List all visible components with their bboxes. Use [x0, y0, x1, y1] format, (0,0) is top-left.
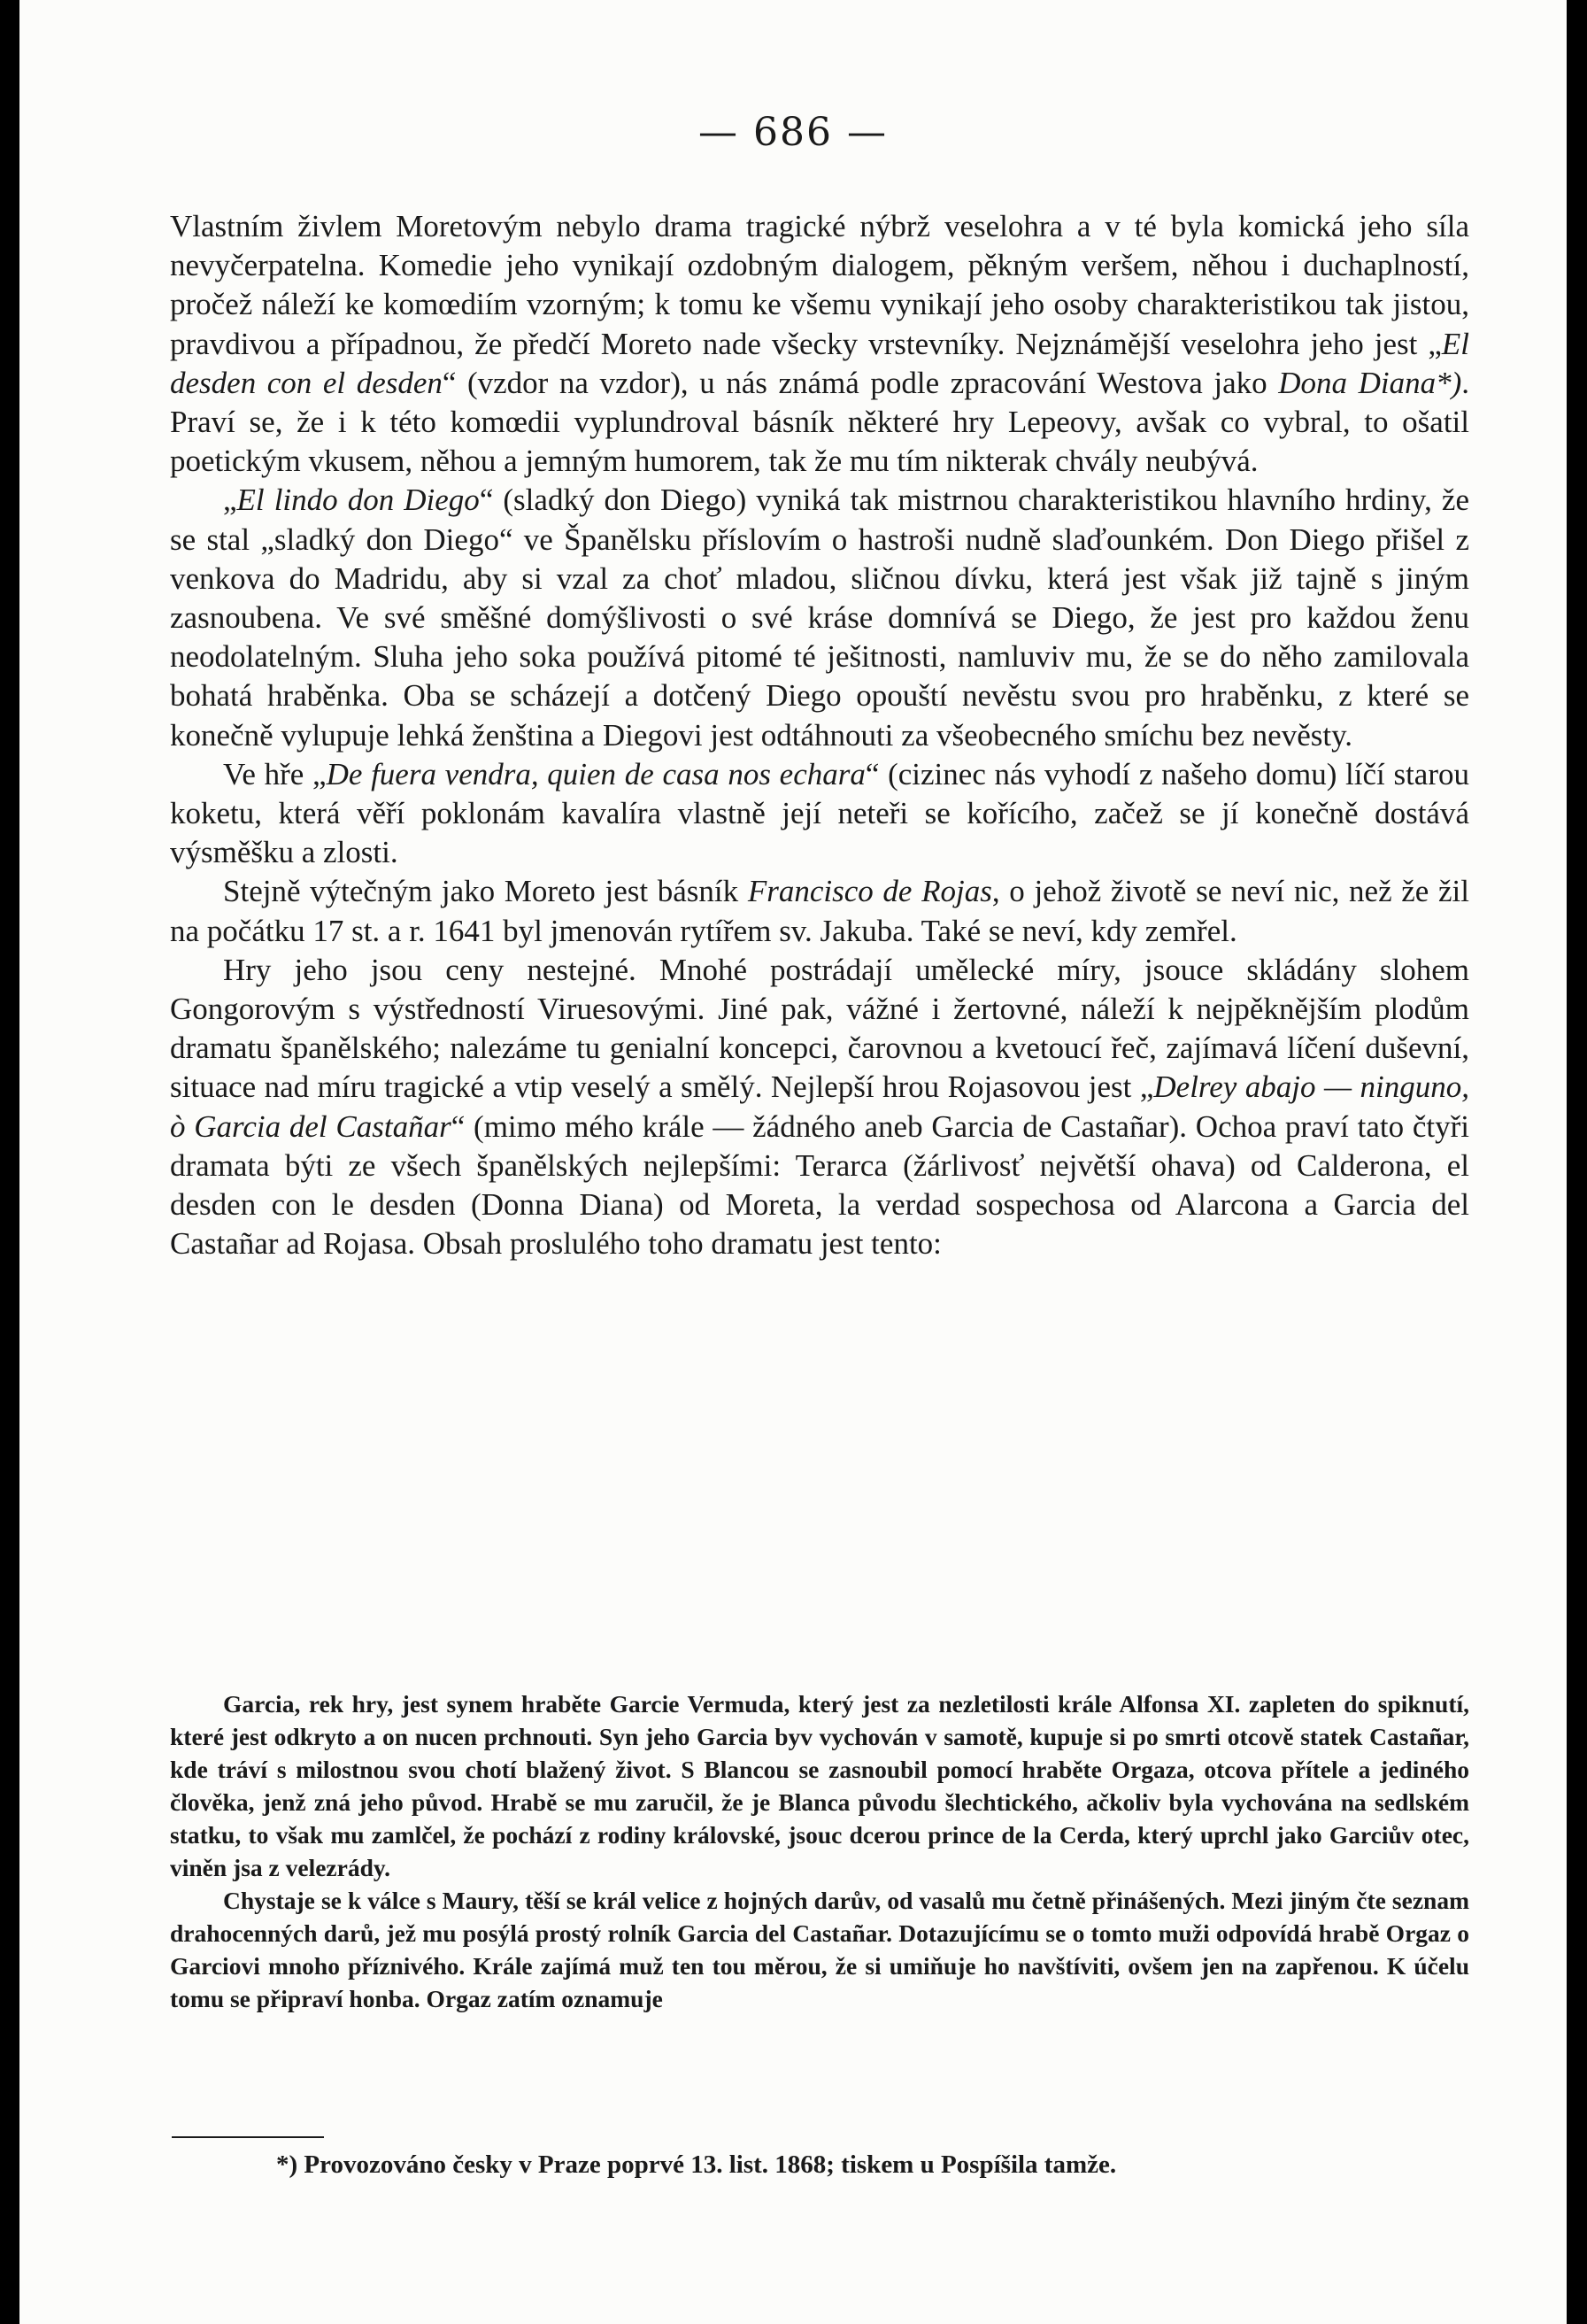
paragraph-lindo-diego	[170, 481, 1469, 754]
main-text	[170, 207, 1469, 1263]
summary-paragraph: Chystaje se k válce s Maury, těší se král velice z hojných darův, od vasalů mu četně přinášených. Mezi jiným čte seznam drahocenných darů, jež mu posýlá prostý rolník Garcia del Castañar. Dotazujícímu se o tomto muži odpovídá hrabě Orgaz o Garciovi mnoho příznivého. Krále zajímá muž ten tou měrou, že si umiňuje ho navštíviti, ovšem jen na zapřenou. K účelu tomu se připraví honba. Orgaz zatím oznamuje	[170, 1887, 1469, 2012]
paragraph-rojas	[170, 872, 1469, 950]
paragraph-text: Stejně výtečným jako Moreto jest básník	[223, 874, 748, 909]
paragraph-rojas-plays	[170, 951, 1469, 1264]
footnote-text: Provozováno česky v Praze poprvé 13. list. 1868; tiskem u Pospíšila tamže.	[304, 2150, 1117, 2179]
play-title: El desden con el desden	[170, 326, 1469, 400]
play-title: Delrey abajo — ninguno, ò Garcia del Castañar	[170, 1069, 1470, 1144]
footnote-divider	[172, 2136, 324, 2138]
paragraph-text: Hry jeho jsou ceny nestejné. Mnohé postrádají umělecké míry, jsouce skládány slohem Gongorovým s výstředností Viruesovými. Jiné pak, vážné i žertovné, náleží k nejpěknějším plodům dramatu španělského; nalezáme tu genialní koncepci, čarovnou a kvetoucí řeč, zajímavá líčení duševní, situace nad míru tragické a vtip veselý a smělý. Nejlepší hrou Rojasovou jest „	[170, 952, 1469, 1105]
author-name: Francisco de Rojas	[747, 874, 992, 909]
book-page	[19, 0, 1567, 2324]
paragraph-text: “ (mimo mého krále — žádného aneb Garcia de Castañar). Ochoa praví tato čtyři dramata býti ze všech španělských nejlepšími: Terarca (žárlivosť největší ohava) od Calderona, el desden con le desden (Donna Diana) od Moreta, la verdad sospechosa od Alarcona a Garcia del Castañar ad Rojasa. Obsah proslulého toho dramatu jest tento:	[170, 1108, 1469, 1262]
paragraph-moreto-comedy	[170, 207, 1469, 481]
footnote-mark: *)	[276, 2150, 298, 2179]
play-title: Dona Diana*)	[1278, 365, 1462, 400]
paragraph-text: “ (cizinec nás vyhodí z našeho domu) líčí starou koketu, která věří poklonám kavalíra vlastně její neteři se kořícího, začež se jí konečně dostává výsměšku a zlosti.	[170, 756, 1469, 870]
play-title: El lindo don Diego	[236, 483, 480, 518]
paragraph-de-fuera	[170, 755, 1469, 873]
paragraph-text: “ (sladký don Diego) vyniká tak mistrnou charakteristikou hlavního hrdiny, že se stal „sladký don Diego“ ve Španělsku příslovím o hastroši nudně slaďounkém. Don Diego přišel z venkova do Madridu, aby si vzal za choť mladou, sličnou dívku, která jest však již tajně s jiným zasnoubena. Ve své směšné domýšlivosti o své kráse domnívá se Diego, že jest pro každou ženu neodolatelným. Sluha jeho soka používá pitomé té ješitnosti, namluviv mu, že se do něho zamilovala bohatá hraběnka. Oba se scházejí a dotčený Diego opouští nevěstu svou pro hraběnku, z které se konečně vylupuje lehká ženština a Diegovi jest odtáhnouti za všeobecného smíchu bez nevěsty.	[170, 483, 1469, 753]
play-summary	[170, 1687, 1469, 2015]
paragraph-text: “ (vzdor na vzdor), u nás známá podle zpracování Westova jako	[442, 365, 1279, 400]
paragraph-text: Ve hře „	[223, 756, 327, 791]
paragraph-text: . Praví se, že i k této komœdii vyplundroval básník některé hry Lepeovy, avšak co vybral, to ošatil poetickým vkusem, něhou a jemným humorem, tak že mu tím nikterak chvály neubývá.	[170, 365, 1469, 479]
page-number: — 686 —	[698, 110, 888, 155]
play-title: De fuera vendra, quien de casa nos echara	[326, 756, 866, 791]
footnote	[276, 2147, 1471, 2182]
paragraph-text: „	[223, 483, 237, 518]
summary-paragraph: Garcia, rek hry, jest synem hraběte Garcie Vermuda, který jest za nezletilosti krále Alfonsa XI. zapleten do spiknutí, které jest odkryto a on nucen prchnouti. Syn jeho Garcia byv vychován v samotě, kupuje si po smrti otcově statek Castañar, kde tráví s milostnou svou chotí blažený život. S Blancou se zasnoubil pomocí hraběte Orgaza, otcova přítele a jediného člověka, jenž zná jeho původ. Hrabě se mu zaručil, že je Blanca původu šlechtického, ačkoliv byla vychována na sedlském statku, to však mu zamlčel, že pochází z rodiny královské, jsouc dcerou prince de la Cerda, který uprchl jako Garciův otec, viněn jsa z velezrády.	[170, 1690, 1469, 1881]
paragraph-text: Vlastním živlem Moretovým nebylo drama tragické nýbrž veselohra a v té byla komická jeho síla nevyčerpatelna. Komedie jeho vynikají ozdobným dialogem, pěkným veršem, něhou i duchaplností, pročež náleží ke komœdiím vzorným; k tomu ke všemu vynikají jeho osoby charakteristikou tak jistou, pravdivou a případnou, že předčí Moreto nade všecky vrstevníky. Nejznámější veselohra jeho jest „	[170, 209, 1469, 361]
paragraph-text: , o jehož životě se neví nic, než že žil na počátku 17 st. a r. 1641 byl jmenován rytířem sv. Jakuba. Také se neví, kdy zemřel.	[170, 874, 1469, 948]
